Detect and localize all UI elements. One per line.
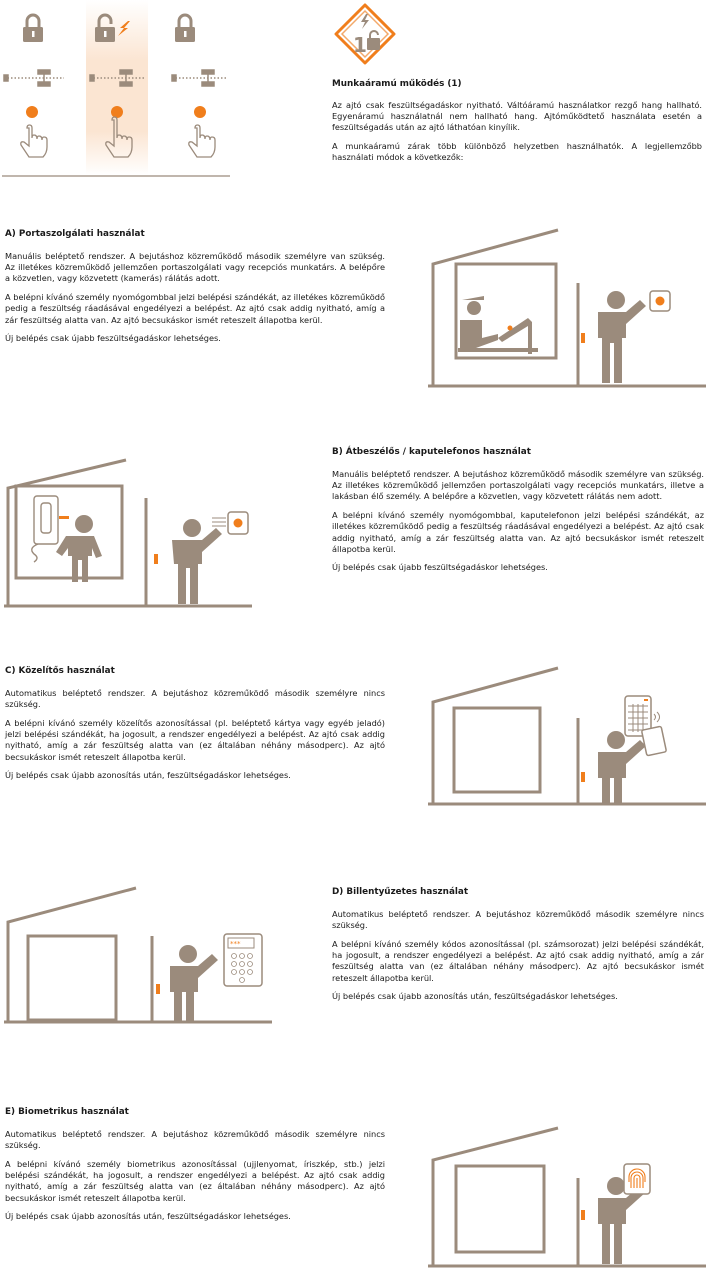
hand-icon xyxy=(189,125,215,157)
lightning-icon xyxy=(118,21,130,36)
hand-icon xyxy=(106,117,132,157)
section-paragraph: A belépni kívánó személy nyomógombbal jelzi belépési szándékát, az illetékes közreműködő pedig a feszültség ráadásával engedélyezi a belépést. Az ajtó csak addig nyitható, amíg a zár feszültség alatta van. Az ajtó becsukáskor ismét reteszelt állapotba kerül. xyxy=(5,292,385,325)
mode-logo xyxy=(332,2,398,66)
section-paragraph: A belépni kívánó személy nyomógombbal, kaputelefonon jelzi belépési szándékát, az illetékes közreműködő pedig a feszültség ráadásával engedélyezi a belépést. Az ajtó csak addig nyitható, amíg a zár feszültség alatta van. Az ajtó becsukáskor ismét reteszelt állapotba kerül. xyxy=(332,510,704,554)
person-icon xyxy=(598,731,646,804)
section-d xyxy=(332,886,704,1010)
door-strike-icon xyxy=(90,70,146,86)
section-paragraph: Manuális beléptető rendszer. A bejutáshoz közreműködő második személyre van szükség. Az illetékes közreműködő jellemzően portaszolgálati vagy recepciós munkatárs, illetve a lakásban élő személy. A belépőre a közvetlen, vagy közvetett rálátás nem adott. xyxy=(332,469,704,502)
section-title: A) Portaszolgálati használat xyxy=(5,229,145,239)
illustration-biometric xyxy=(428,1126,708,1276)
section-paragraph: A belépni kívánó személy közelítős azonosítással (pl. beléptető kártya vagy egyéb jeladó) jelzi belépési szándékát, ha jogosult, a rendszer engedélyezi a belépést. Az ajtó csak addig nyitható, amíg a zár feszültség alatta van (ez általában néhány másodperc). Az ajtó becsukáskor ismét reteszelt állapotba kerül. xyxy=(5,717,385,762)
illustration-proximity xyxy=(428,666,708,826)
section-paragraph: Új belépés csak újabb azonosítás után, feszültségadáskor lehetséges. xyxy=(332,991,618,1002)
card-reader-icon xyxy=(625,696,666,756)
intro-paragraph: Az ajtó csak feszültségadáskor nyitható. Váltóáramú használatkor rezgő hang hallható. Egyenáramú használatnál nem hallható hang. Ajtóműködtető használata esetén a feszültségadás után az ajtó láthatóan kinyílik. xyxy=(332,100,702,133)
svg-text:***: *** xyxy=(230,940,241,948)
section-paragraph: Új belépés csak újabb feszültségadáskor lehetséges. xyxy=(332,562,548,573)
section-paragraph: A belépni kívánó személy kódos azonosítással (pl. számsorozat) jelzi belépési szándékát, ha jogosult, a rendszer engedélyezi a belépést. Az ajtó csak addig nyitható, amíg a zár feszültség alatta van (ez általában néhány másodperc). Az ajtó becsukáskor ismét reteszelt állapotba kerül. xyxy=(332,938,704,983)
section-paragraph: A belépni kívánó személy biometrikus azonosítással (ujjlenyomat, íriszkép, stb.) jelzi belépési szándékát, ha jogosult, a rendszer engedélyezi a belépést. Az ajtó csak addig nyitható, amíg a zár feszültség alatta van (ez általában néhány másodperc). Az ajtó becsukáskor ismét reteszelt állapotba kerül. xyxy=(5,1158,385,1203)
section-paragraph: Automatikus beléptető rendszer. A bejutáshoz közreműködő második személyre nincs szükség. xyxy=(5,1129,385,1151)
section-paragraph: Új belépés csak újabb azonosítás után, feszültségadáskor lehetséges. xyxy=(5,770,291,781)
illustration-keypad xyxy=(4,886,274,1036)
person-icon xyxy=(598,291,646,383)
door-strike-icon xyxy=(4,70,64,86)
section-title: D) Billentyűzetes használat xyxy=(332,887,469,897)
section-paragraph: Manuális beléptető rendszer. A bejutáshoz közreműködő második személyre van szükség. Az illetékes közreműködő jellemzően portaszolgálati vagy recepciós munkatárs. A belépőre a közvetlen, vagy közvetett (kamerás) rálátás adott. xyxy=(5,251,385,284)
push-button-icon xyxy=(111,106,123,118)
push-button-icon xyxy=(194,106,206,118)
padlock-open-icon xyxy=(95,15,115,42)
page-title: Munkaáramú működés (1) xyxy=(332,79,462,89)
section-e xyxy=(5,1106,385,1230)
person-icon xyxy=(172,519,222,604)
guard-icon xyxy=(458,296,538,354)
section-paragraph: Új belépés csak újabb azonosítás után, feszültségadáskor lehetséges. xyxy=(5,1211,291,1222)
section-title: C) Közelítős használat xyxy=(5,666,115,676)
padlock-icon xyxy=(23,15,43,42)
section-paragraph: Automatikus beléptető rendszer. A bejutáshoz közreműködő második személyre nincs szükség. xyxy=(332,909,704,931)
section-paragraph: Automatikus beléptető rendszer. A bejutáshoz közreműködő második személyre nincs szükség. xyxy=(5,688,385,710)
illustration-reception xyxy=(428,228,708,388)
fingerprint-icon xyxy=(624,1164,650,1194)
keypad-icon xyxy=(224,934,262,986)
push-button-icon xyxy=(26,106,38,118)
illustration-intercom xyxy=(4,458,254,608)
state-icons xyxy=(0,0,230,180)
person-icon xyxy=(56,515,102,582)
door-strike-icon xyxy=(172,70,228,86)
intro-paragraph: A munkaáramú zárak több különböző helyzetben használhatók. A legjellemzőbb használati módok a következők: xyxy=(332,141,702,163)
section-a xyxy=(5,228,385,352)
intro-block xyxy=(332,78,702,171)
push-button-icon xyxy=(650,291,670,311)
section-c xyxy=(5,665,385,789)
hand-icon xyxy=(21,125,47,157)
section-title: B) Átbeszélős / kaputelefonos használat xyxy=(332,447,531,457)
section-title: E) Biometrikus használat xyxy=(5,1107,129,1117)
intercom-icon xyxy=(32,496,58,562)
person-icon xyxy=(170,945,218,1022)
section-paragraph: Új belépés csak újabb feszültségadáskor lehetséges. xyxy=(5,333,221,344)
section-b xyxy=(332,446,704,581)
mode-number: 1 xyxy=(353,33,367,57)
padlock-icon xyxy=(175,15,195,42)
